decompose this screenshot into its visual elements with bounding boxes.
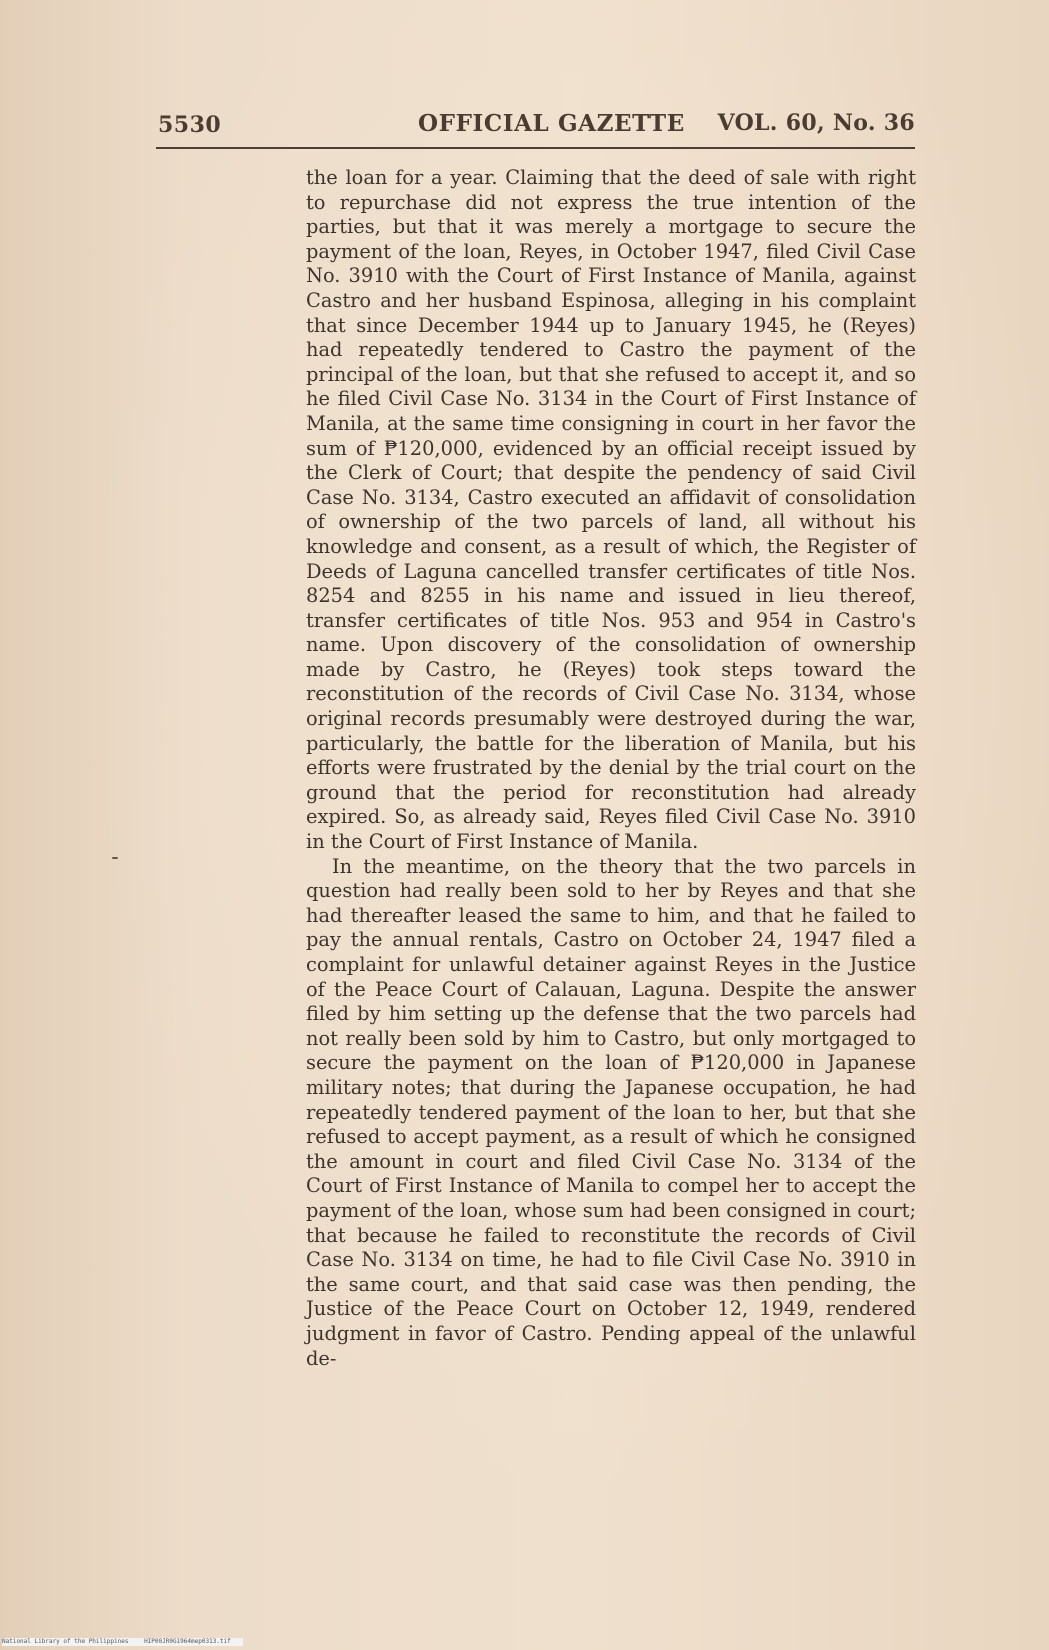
library-credit: National Library of the Philippines xyxy=(2,1638,129,1645)
body-paragraph-2: In the meantime, on the theory that the two parcels in question had really been sold to her by Reyes and that she had thereafter leased the same to him, and that he failed to pay the annual rentals, Castro on October 24, 1947 filed a complaint for unlawful detainer against Reyes in the Justice of the Peace Court of Calauan, Laguna. Despite the answer filed by him setting up the defense that the two parcels had not really been sold by him to Castro, but only mortgaged to secure the payment on the loan of ₱120,000 in Japanese military notes; that during the Japanese occupation, he had repeatedly tendered payment of the loan to her, but that she refused to accept payment, as a result of which he consigned the amount in court and filed Civil Case No. 3134 of the Court of First Instance of Manila to compel her to accept the payment of the loan, whose sum had been consigned in court; that because he failed to reconstitute the records of Civil Case No. 3134 on time, he had to file Civil Case No. 3910 in the same court, and that said case was then pending, the Justice of the Peace Court on October 12, 1949, rendered judgment in favor of Castro. Pending appeal of the unlawful de- xyxy=(306,854,917,1370)
scan-speck xyxy=(112,857,118,859)
header-rule xyxy=(156,147,915,149)
running-head xyxy=(158,106,915,140)
body-paragraph-1: the loan for a year. Claiming that the deed of sale with right to repurchase did not express the true intention of the parties, but that it was merely a mortgage to secure the payment of the loan, Reyes, in October 1947, filed Civil Case No. 3910 with the Court of First Instance of Manila, against Castro and her husband Espinosa, alleging in his complaint that since December 1944 up to January 1945, he (Reyes) had repeatedly tendered to Castro the payment of the principal of the loan, but that she refused to accept it, and so he filed Civil Case No. 3134 in the Court of First Instance of Manila, at the same time consigning in court in her favor the sum of ₱120,000, evidenced by an official receipt issued by the Clerk of Court; that despite the pendency of said Civil Case No. 3134, Castro executed an affidavit of consolidation of ownership of the two parcels of land, all without his knowledge and consent, as a result of which, the Register of Deeds of Laguna cancelled transfer certificates of title Nos. 8254 and 8255 in his name and issued in lieu thereof, transfer certificates of title Nos. 953 and 954 in Castro's name. Upon discovery of the consolidation of ownership made by Castro, he (Reyes) took steps toward the reconstitution of the records of Civil Case No. 3134, whose original records presumably were destroyed during the war, particularly, the battle for the liberation of Manila, but his efforts were frustrated by the denial by the trial court on the ground that the period for reconstitution had already expired. So, as already said, Reyes filed Civil Case No. 3910 in the Court of First Instance of Manila. xyxy=(306,166,916,854)
body-text-column xyxy=(306,166,916,1371)
scan-credit-footer xyxy=(2,1638,243,1646)
journal-title: OFFICIAL GAZETTE xyxy=(418,110,685,137)
page-number: 5530 xyxy=(158,112,222,138)
volume-info: VOL. 60, No. 36 xyxy=(717,110,915,136)
scan-file-name: HIP00JR0G1964mep0313.tif xyxy=(144,1638,231,1645)
